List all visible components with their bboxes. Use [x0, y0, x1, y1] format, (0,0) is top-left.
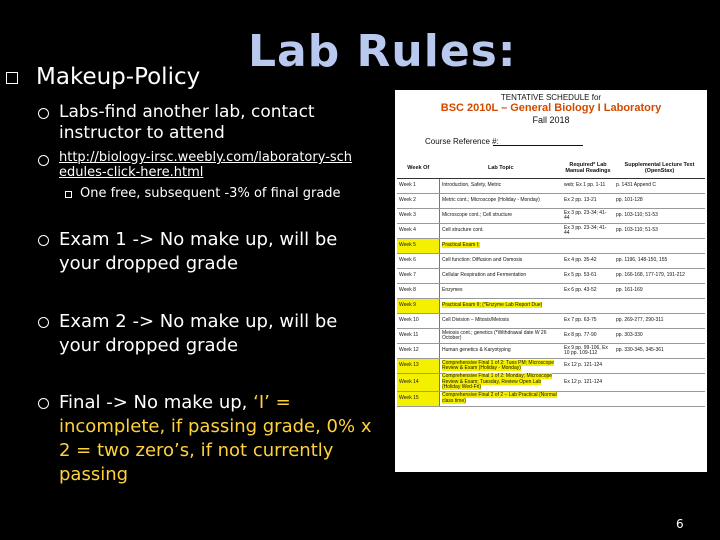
schedule-cell-text: pp. 1196, 148-150, 155	[616, 257, 668, 264]
schedule-term: Fall 2018	[532, 115, 570, 125]
schedule-cell-topic	[440, 391, 563, 406]
schedule-cell-text: Ex 9 pp. 99-106, Ex 10 pp. 109-112	[564, 344, 608, 356]
schedule-cell-text: web; Ex 1 pp. 1-11	[564, 182, 606, 189]
schedule-cell-text: pp. 103-110; 51-53	[616, 212, 658, 219]
schedule-cell-text: Week 6	[399, 257, 416, 264]
schedule-cell-supp	[614, 391, 705, 406]
schedule-cell-week	[397, 329, 440, 344]
schedule-cell-week	[397, 344, 440, 359]
schedule-cell-topic	[440, 254, 563, 269]
schedule-cell-read	[562, 344, 614, 359]
schedule-cell-text: Cell function: Diffusion and Osmosis	[442, 257, 523, 264]
schedule-cell-text: Metric cont.; Microscope (Holiday - Monday)	[442, 197, 540, 204]
schedule-cell-text: Week 1	[399, 182, 416, 189]
schedule-cell-read	[562, 374, 614, 392]
slide-title: Lab Rules:	[248, 26, 517, 77]
schedule-cell-text: Comprehensive Final 1 of 2: Tues PM; Microscope Review & Exam (Holiday - Monday)	[442, 359, 554, 371]
schedule-header-row	[397, 158, 705, 179]
bullet-final	[59, 391, 384, 487]
schedule-cell-supp	[614, 269, 705, 284]
schedule-row	[397, 391, 705, 406]
schedule-cell-text: Cell structure cont.	[442, 227, 484, 234]
circle-bullet-icon	[38, 398, 49, 409]
schedule-row	[397, 359, 705, 374]
schedule-cell-text: Week 11	[399, 332, 419, 339]
schedule-cell-week	[397, 314, 440, 329]
schedule-row	[397, 329, 705, 344]
schedule-cell-week	[397, 269, 440, 284]
schedule-cell-text: Enzymes	[442, 287, 463, 294]
schedule-cell-week	[397, 359, 440, 374]
schedule-cell-week	[397, 209, 440, 224]
schedule-row	[397, 224, 705, 239]
schedule-cell-text: pp. 330-345, 345-361	[616, 347, 664, 354]
schedule-cell-text: Meiosis cont.; genetics (*Withdrawal date W 26 October)	[442, 329, 547, 341]
schedule-cell-text: Week 12	[399, 347, 419, 354]
schedule-cell-topic	[440, 269, 563, 284]
schedule-cell-topic	[440, 359, 563, 374]
schedule-cell-topic	[440, 284, 563, 299]
schedule-cell-read	[562, 224, 614, 239]
schedule-cell-read	[562, 329, 614, 344]
bullet-exam1: Exam 1 -> No make up, will be your dropped grade	[59, 229, 338, 274]
schedule-cell-text: Week 9	[399, 302, 416, 309]
schedule-cell-text: p. 1431 Append C	[616, 182, 657, 189]
schedule-cell-text: Week 15	[399, 394, 419, 401]
course-reference-label: Course Reference #:	[425, 137, 499, 146]
level1-heading: Makeup-Policy	[36, 64, 201, 90]
schedule-cell-topic	[440, 239, 563, 254]
schedule-row	[397, 179, 705, 194]
schedule-cell-text: Week 3	[399, 212, 416, 219]
schedule-table	[397, 158, 705, 407]
course-reference-line	[493, 145, 583, 146]
schedule-cell-text: Microscope cont.; Cell structure	[442, 212, 513, 219]
schedule-cell-week	[397, 254, 440, 269]
schedule-cell-supp	[614, 299, 705, 314]
schedule-cell-text: pp. 303-330	[616, 332, 643, 339]
schedule-cell-week	[397, 179, 440, 194]
schedule-cell-text: Ex 12 p. 121-124	[564, 362, 603, 369]
schedule-cell-supp	[614, 314, 705, 329]
schedule-cell-text: Ex 12 p. 121-124	[564, 378, 603, 385]
schedule-cell-topic	[440, 374, 563, 392]
schedule-cell-read	[562, 179, 614, 194]
schedule-cell-supp	[614, 374, 705, 392]
schedule-cell-text: Ex 3 pp. 23-34; 41-44	[564, 224, 607, 236]
schedule-cell-week	[397, 239, 440, 254]
schedule-cell-read	[562, 254, 614, 269]
schedule-cell-text: Cellular Respiration and Fermentation	[442, 272, 527, 279]
schedule-cell-topic	[440, 329, 563, 344]
schedule-cell-text: Practical Exam I;	[442, 242, 480, 249]
schedule-cell-text: Introduction, Safety, Metric	[442, 182, 502, 189]
schedule-cell-supp	[614, 224, 705, 239]
checkbox-bullet-icon	[6, 72, 18, 84]
schedule-cell-text: Ex 8 pp. 77-90	[564, 332, 597, 339]
schedule-cell-read	[562, 284, 614, 299]
schedule-cell-read	[562, 314, 614, 329]
schedule-cell-read	[562, 269, 614, 284]
schedule-row	[397, 269, 705, 284]
schedule-cell-text: pp. 101-128	[616, 197, 643, 204]
schedule-link[interactable]: http://biology-irsc.weebly.com/laboratory-schedules-click-here.html	[59, 150, 353, 180]
schedule-cell-text: Week 7	[399, 272, 416, 279]
schedule-cell-read	[562, 194, 614, 209]
schedule-cell-text: pp. 269-277, 290-311	[616, 317, 664, 324]
schedule-cell-text: Week 5	[399, 242, 416, 249]
final-prefix: Final -> No make up,	[59, 392, 254, 413]
schedule-row	[397, 314, 705, 329]
schedule-cell-text: Week 8	[399, 287, 416, 294]
schedule-row	[397, 284, 705, 299]
schedule-course-title: BSC 2010L – General Biology I Laboratory	[440, 102, 662, 114]
schedule-cell-week	[397, 224, 440, 239]
schedule-cell-text: pp. 103-110; 51-53	[616, 227, 658, 234]
schedule-cell-topic	[440, 299, 563, 314]
schedule-row	[397, 254, 705, 269]
schedule-header: TENTATIVE SCHEDULE for	[500, 93, 602, 102]
schedule-cell-text: Ex 6 pp. 43-52	[564, 287, 597, 294]
circle-bullet-icon	[38, 235, 49, 246]
schedule-cell-text: Week 10	[399, 317, 419, 324]
schedule-cell-topic	[440, 194, 563, 209]
schedule-cell-text: pp. 161-169	[616, 287, 643, 294]
final-eq: =	[269, 392, 291, 413]
schedule-cell-text: Week 14	[399, 378, 419, 385]
schedule-cell-read	[562, 209, 614, 224]
schedule-cell-text: Ex 7 pp. 63-75	[564, 317, 597, 324]
schedule-cell-supp	[614, 344, 705, 359]
subbullet-one-free: One free, subsequent -3% of final grade	[80, 186, 341, 201]
schedule-cell-supp	[614, 329, 705, 344]
schedule-cell-text: Ex 5 pp. 53-61	[564, 272, 597, 279]
schedule-cell-text: Human genetics & Karyotyping	[442, 347, 511, 354]
bullet-labs-find: Labs-find another lab, contact instructor to attend	[59, 102, 315, 143]
schedule-row	[397, 194, 705, 209]
schedule-row	[397, 344, 705, 359]
schedule-cell-topic	[440, 344, 563, 359]
schedule-cell-read	[562, 239, 614, 254]
schedule-cell-topic	[440, 209, 563, 224]
schedule-cell-supp	[614, 194, 705, 209]
schedule-row	[397, 239, 705, 254]
final-rest: incomplete, if passing grade, 0% x 2 = two zero’s, if not currently passing	[59, 416, 372, 485]
schedule-cell-text: Cell Division – Mitosis/Meiosis	[442, 317, 509, 324]
column-header: Required* Lab Manual Readings	[562, 158, 614, 179]
schedule-cell-text: Week 13	[399, 362, 419, 369]
page-number: 6	[676, 517, 684, 531]
schedule-cell-text: Comprehensive Final 1 of 2: Monday; Microscope Review & Exam; Tuesday, Review Open Lab (Holiday Wed-Fri)	[442, 373, 553, 390]
column-header: Week Of	[397, 158, 440, 179]
schedule-cell-topic	[440, 224, 563, 239]
schedule-cell-text: Practical Exam II; (*Enzyme Lab Report Due)	[442, 302, 543, 309]
square-bullet-icon	[65, 191, 72, 198]
schedule-row	[397, 299, 705, 314]
schedule-cell-text: Week 2	[399, 197, 416, 204]
schedule-cell-read	[562, 299, 614, 314]
final-quote: ‘I’	[253, 392, 270, 413]
column-header: Supplemental Lecture Text (OpenStax)	[614, 158, 705, 179]
schedule-cell-week	[397, 374, 440, 392]
schedule-row	[397, 209, 705, 224]
schedule-cell-topic	[440, 179, 563, 194]
schedule-cell-supp	[614, 254, 705, 269]
schedule-cell-supp	[614, 209, 705, 224]
schedule-cell-read	[562, 359, 614, 374]
schedule-cell-supp	[614, 359, 705, 374]
circle-bullet-icon	[38, 108, 49, 119]
schedule-cell-supp	[614, 179, 705, 194]
bullet-exam2: Exam 2 -> No make up, will be your dropped grade	[59, 311, 338, 356]
schedule-cell-week	[397, 284, 440, 299]
schedule-cell-week	[397, 194, 440, 209]
schedule-row	[397, 374, 705, 392]
schedule-cell-text: Ex 2 pp. 13-21	[564, 197, 597, 204]
schedule-cell-week	[397, 391, 440, 406]
circle-bullet-icon	[38, 155, 49, 166]
schedule-cell-supp	[614, 284, 705, 299]
schedule-cell-text: Ex 4 pp. 35-42	[564, 257, 597, 264]
column-header: Lab Topic	[440, 158, 563, 179]
schedule-cell-read	[562, 391, 614, 406]
schedule-cell-text: pp. 166-168, 177-179, 191-212	[616, 272, 685, 279]
schedule-cell-supp	[614, 239, 705, 254]
circle-bullet-icon	[38, 317, 49, 328]
schedule-cell-topic	[440, 314, 563, 329]
schedule-document	[395, 90, 707, 472]
schedule-cell-text: Week 4	[399, 227, 416, 234]
schedule-cell-week	[397, 299, 440, 314]
schedule-cell-text: Ex 3 pp. 23-34; 41-44	[564, 209, 607, 221]
schedule-cell-text: Comprehensive Final 2 of 2 – Lab Practical (Normal class time)	[442, 392, 557, 404]
